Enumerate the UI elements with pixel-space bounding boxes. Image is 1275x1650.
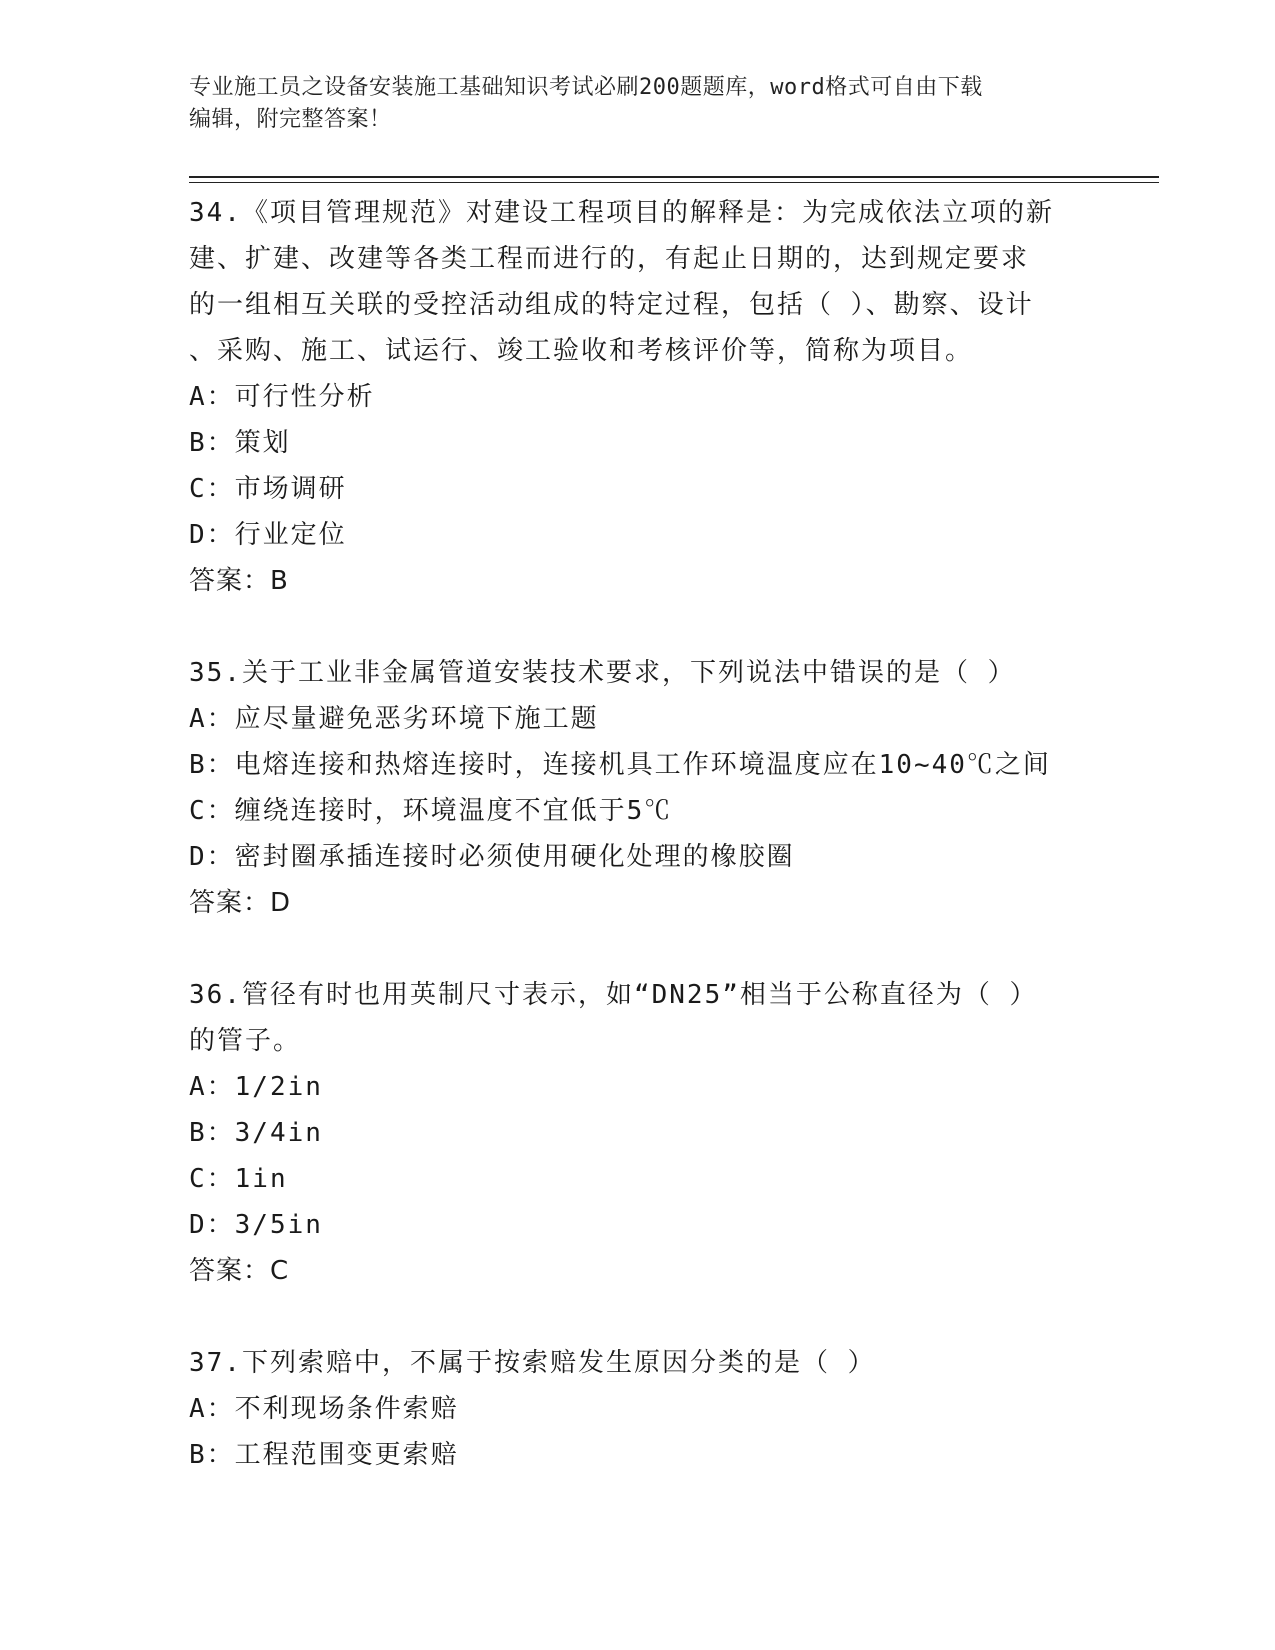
header-line-1: 专业施工员之设备安装施工基础知识考试必刷200题题库，word格式可自由下载	[189, 75, 983, 100]
header-divider-thick	[189, 176, 1159, 178]
question-stem-line: 建、扩建、改建等各类工程而进行的，有起止日期的，达到规定要求	[189, 244, 1030, 274]
question-34	[189, 190, 1089, 604]
option-c: C：1in	[189, 1164, 288, 1194]
answer: 答案：C	[189, 1256, 290, 1286]
question-stem-line: 34.《项目管理规范》对建设工程项目的解释是：为完成依法立项的新	[189, 198, 1054, 228]
option-c: C：市场调研	[189, 474, 347, 504]
answer: 答案：D	[189, 888, 292, 918]
answer: 答案：B	[189, 566, 289, 596]
option-d: D：密封圈承插连接时必须使用硬化处理的橡胶圈	[189, 842, 795, 872]
option-a: A：1/2in	[189, 1072, 323, 1102]
option-b: B：3/4in	[189, 1118, 323, 1148]
question-stem-line: 、采购、施工、试运行、竣工验收和考核评价等，简称为项目。	[189, 336, 974, 366]
option-b: B：工程范围变更索赔	[189, 1440, 459, 1470]
option-d: D：行业定位	[189, 520, 347, 550]
option-d: D：3/5in	[189, 1210, 323, 1240]
question-stem-line: 的管子。	[189, 1026, 302, 1056]
question-stem-line: 37.下列索赔中，不属于按索赔发生原因分类的是（ ）	[189, 1348, 876, 1378]
question-stem-line: 35.关于工业非金属管道安装技术要求，下列说法中错误的是（ ）	[189, 658, 1016, 688]
question-stem-line: 的一组相互关联的受控活动组成的特定过程，包括（ ）、勘察、设计	[189, 290, 1034, 320]
document-header	[189, 72, 1089, 136]
header-line-2: 编辑，附完整答案！	[189, 107, 392, 132]
header-divider-thin	[189, 182, 1159, 183]
option-c: C：缠绕连接时，环境温度不宜低于5℃	[189, 796, 673, 826]
option-a: A：应尽量避免恶劣环境下施工题	[189, 704, 599, 734]
option-b: B：策划	[189, 428, 291, 458]
question-list	[189, 190, 1089, 1478]
question-35	[189, 650, 1089, 926]
question-36	[189, 972, 1089, 1294]
question-37	[189, 1340, 1089, 1478]
option-a: A：不利现场条件索赔	[189, 1394, 459, 1424]
option-a: A：可行性分析	[189, 382, 375, 412]
question-stem-line: 36.管径有时也用英制尺寸表示，如“DN25”相当于公称直径为（ ）	[189, 980, 1038, 1010]
option-b: B：电熔连接和热熔连接时，连接机具工作环境温度应在10~40℃之间	[189, 750, 1051, 780]
